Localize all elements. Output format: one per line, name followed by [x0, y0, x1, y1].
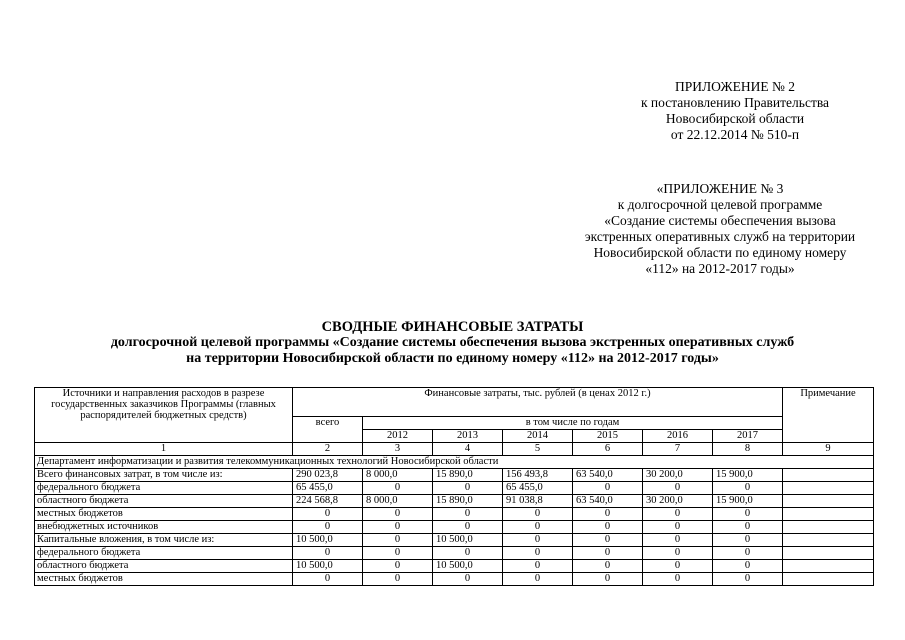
table-row — [35, 495, 874, 508]
title-line: СВОДНЫЕ ФИНАНСОВЫЕ ЗАТРАТЫ — [321, 319, 584, 335]
title-line: долгосрочной целевой программы «Создание системы обеспечения вызова экстренных оперативных служб — [110, 335, 795, 350]
column-number: 8 — [713, 443, 783, 456]
value-cell: 0 — [363, 521, 433, 534]
row-label: местных бюджетов — [35, 573, 293, 586]
value-cell: 0 — [503, 534, 573, 547]
note-cell — [783, 482, 874, 495]
appendix-2-line: к постановлению Правительства — [640, 95, 830, 110]
note-cell — [783, 469, 874, 482]
column-number: 1 — [35, 443, 293, 456]
value-cell: 0 — [503, 560, 573, 573]
year-header: 2012 — [363, 430, 433, 443]
value-cell: 65 455,0 — [503, 482, 573, 495]
header-sources: Источники и направления расходов в разрезе государственных заказчиков Программы (главных распорядителей бюджетных средств) — [35, 388, 293, 443]
value-cell: 10 500,0 — [293, 560, 363, 573]
note-cell — [783, 573, 874, 586]
value-cell: 63 540,0 — [573, 469, 643, 482]
appendix-2-line: Новосибирской области — [665, 111, 805, 126]
value-cell: 290 023,8 — [293, 469, 363, 482]
header-row — [35, 388, 874, 417]
note-cell — [783, 495, 874, 508]
value-cell: 0 — [433, 508, 503, 521]
table-row — [35, 573, 874, 586]
appendix-3-line: Новосибирской области по единому номеру — [593, 245, 847, 260]
row-label: областного бюджета — [35, 560, 293, 573]
value-cell: 0 — [713, 521, 783, 534]
note-cell — [783, 547, 874, 560]
appendix-3-line: «112» на 2012-2017 годы» — [645, 261, 795, 276]
appendix-3-line: к долгосрочной целевой программе — [617, 197, 823, 212]
table-row — [35, 547, 874, 560]
document-title — [0, 319, 905, 367]
department-row — [35, 456, 874, 469]
value-cell: 0 — [293, 508, 363, 521]
value-cell: 8 000,0 — [363, 495, 433, 508]
value-cell: 0 — [573, 573, 643, 586]
value-cell: 0 — [643, 534, 713, 547]
value-cell: 0 — [433, 573, 503, 586]
value-cell: 0 — [503, 508, 573, 521]
row-label: областного бюджета — [35, 495, 293, 508]
value-cell: 0 — [713, 508, 783, 521]
value-cell: 0 — [293, 547, 363, 560]
value-cell: 15 900,0 — [713, 469, 783, 482]
value-cell: 156 493,8 — [503, 469, 573, 482]
appendix-3-header — [555, 181, 885, 277]
value-cell: 0 — [503, 573, 573, 586]
value-cell: 0 — [573, 560, 643, 573]
value-cell: 0 — [503, 521, 573, 534]
appendix-2-header — [600, 79, 870, 143]
table-row — [35, 560, 874, 573]
value-cell: 0 — [293, 521, 363, 534]
table-row — [35, 521, 874, 534]
value-cell: 0 — [573, 534, 643, 547]
value-cell: 0 — [713, 534, 783, 547]
row-label: федерального бюджета — [35, 547, 293, 560]
value-cell: 91 038,8 — [503, 495, 573, 508]
column-number: 6 — [573, 443, 643, 456]
value-cell: 0 — [503, 547, 573, 560]
value-cell: 0 — [643, 508, 713, 521]
column-number: 7 — [643, 443, 713, 456]
value-cell: 0 — [573, 508, 643, 521]
value-cell: 0 — [363, 534, 433, 547]
value-cell: 0 — [713, 560, 783, 573]
value-cell: 10 500,0 — [433, 560, 503, 573]
title-line: на территории Новосибирской области по единому номеру «112» на 2012-2017 годы» — [186, 351, 719, 366]
column-number: 3 — [363, 443, 433, 456]
year-header: 2013 — [433, 430, 503, 443]
column-number: 2 — [293, 443, 363, 456]
value-cell: 65 455,0 — [293, 482, 363, 495]
table-row — [35, 469, 874, 482]
column-number: 4 — [433, 443, 503, 456]
value-cell: 0 — [363, 482, 433, 495]
column-number: 5 — [503, 443, 573, 456]
value-cell: 15 900,0 — [713, 495, 783, 508]
value-cell: 0 — [573, 547, 643, 560]
value-cell: 0 — [643, 482, 713, 495]
value-cell: 224 568,8 — [293, 495, 363, 508]
year-header: 2016 — [643, 430, 713, 443]
year-header: 2014 — [503, 430, 573, 443]
note-cell — [783, 560, 874, 573]
value-cell: 0 — [643, 560, 713, 573]
row-label: федерального бюджета — [35, 482, 293, 495]
row-label: внебюджетных источников — [35, 521, 293, 534]
table-row — [35, 482, 874, 495]
value-cell: 0 — [293, 573, 363, 586]
value-cell: 15 890,0 — [433, 495, 503, 508]
note-cell — [783, 508, 874, 521]
value-cell: 15 890,0 — [433, 469, 503, 482]
column-number: 9 — [783, 443, 874, 456]
row-label: Всего финансовых затрат, в том числе из: — [35, 469, 293, 482]
note-cell — [783, 521, 874, 534]
value-cell: 30 200,0 — [643, 495, 713, 508]
column-numbers-row — [35, 443, 874, 456]
value-cell: 10 500,0 — [433, 534, 503, 547]
value-cell: 0 — [643, 547, 713, 560]
row-label: Капитальные вложения, в том числе из: — [35, 534, 293, 547]
value-cell: 63 540,0 — [573, 495, 643, 508]
financial-costs-table — [34, 387, 874, 586]
value-cell: 8 000,0 — [363, 469, 433, 482]
value-cell: 0 — [363, 573, 433, 586]
value-cell: 0 — [433, 547, 503, 560]
department-name: Департамент информатизации и развития телекоммуникационных технологий Новосибирской области — [35, 456, 874, 469]
value-cell: 0 — [713, 482, 783, 495]
value-cell: 0 — [643, 521, 713, 534]
header-note: Примечание — [783, 388, 874, 443]
value-cell: 0 — [643, 573, 713, 586]
value-cell: 0 — [713, 547, 783, 560]
appendix-3-line: экстренных оперативных служб на территории — [584, 229, 856, 244]
value-cell: 10 500,0 — [293, 534, 363, 547]
header-total: всего — [293, 417, 363, 443]
value-cell: 30 200,0 — [643, 469, 713, 482]
value-cell: 0 — [573, 521, 643, 534]
value-cell: 0 — [433, 482, 503, 495]
value-cell: 0 — [713, 573, 783, 586]
header-costs: Финансовые затраты, тыс. рублей (в ценах 2012 г.) — [293, 388, 783, 417]
appendix-3-line: «ПРИЛОЖЕНИЕ № 3 — [656, 181, 784, 196]
value-cell: 0 — [433, 521, 503, 534]
row-label: местных бюджетов — [35, 508, 293, 521]
appendix-2-line: от 22.12.2014 № 510-п — [670, 127, 800, 142]
appendix-3-line: «Создание системы обеспечения вызова — [604, 213, 836, 228]
value-cell: 0 — [573, 482, 643, 495]
year-header: 2017 — [713, 430, 783, 443]
table-row — [35, 534, 874, 547]
value-cell: 0 — [363, 560, 433, 573]
note-cell — [783, 534, 874, 547]
table-row — [35, 508, 874, 521]
value-cell: 0 — [363, 508, 433, 521]
value-cell: 0 — [363, 547, 433, 560]
header-by-year: в том числе по годам — [363, 417, 783, 430]
appendix-2-line: ПРИЛОЖЕНИЕ № 2 — [674, 79, 796, 94]
year-header: 2015 — [573, 430, 643, 443]
